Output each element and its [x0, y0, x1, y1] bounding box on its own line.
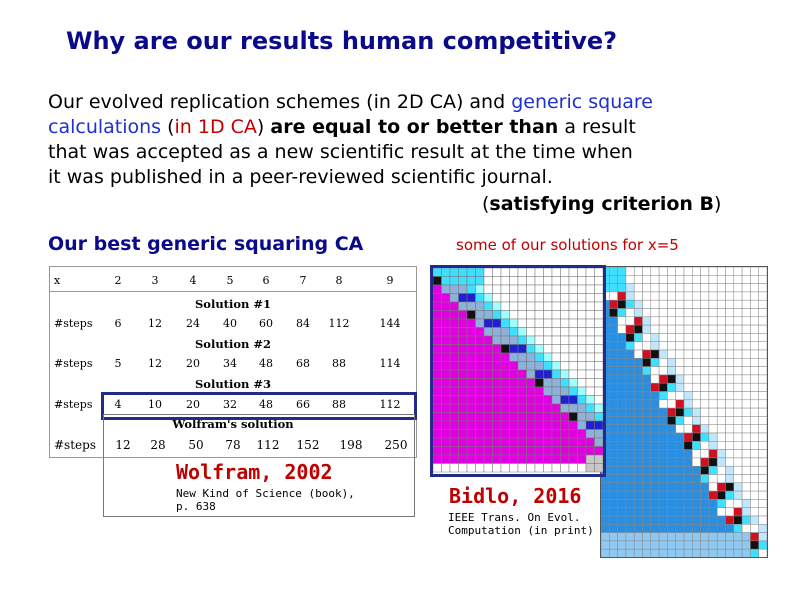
criterion-paren: )	[714, 193, 722, 215]
ca-grid-left	[433, 268, 603, 474]
para-text: Our evolved replication schemes (in 2D CA) and	[48, 91, 512, 113]
table-cell: 112	[379, 398, 401, 411]
table-cell: 114	[379, 357, 401, 370]
para-text: (	[161, 116, 175, 138]
table-cell: 12	[148, 357, 162, 370]
table-cell: 68	[296, 357, 310, 370]
table-cell: 112	[256, 438, 280, 452]
table-row	[50, 317, 416, 335]
table-cell: 50	[188, 438, 204, 452]
x-value: 5	[226, 274, 234, 287]
wolfram-ref-line: New Kind of Science (book),	[176, 487, 355, 500]
table-cell: 88	[332, 398, 346, 411]
x-value: 6	[262, 274, 270, 287]
table-cell: 48	[259, 398, 273, 411]
table-cell: 48	[259, 357, 273, 370]
table-cell: 250	[384, 438, 408, 452]
table-cell: 5	[114, 357, 122, 370]
solution-3-heading: Solution #3	[194, 377, 272, 391]
table-cell: 152	[296, 438, 320, 452]
left-heading: Our best generic squaring CA	[48, 233, 364, 255]
table-cell: 12	[115, 438, 131, 452]
para-highlight-blue: generic square	[511, 91, 653, 113]
para-bold: are equal to or better than	[270, 116, 559, 138]
para-line-4: it was published in a peer-reviewed scientific journal.	[48, 166, 553, 188]
table-cell: 20	[186, 357, 200, 370]
right-heading: some of our solutions for x=5	[456, 236, 679, 254]
para-line-2	[48, 115, 768, 140]
table-cell: 34	[223, 357, 237, 370]
table-divider	[50, 291, 416, 292]
wolfram-citation-title: Wolfram, 2002	[176, 460, 333, 484]
wolfram-citation-ref	[176, 487, 355, 513]
table-cell: 20	[186, 398, 200, 411]
intro-paragraph	[48, 90, 768, 190]
table-cell: 28	[150, 438, 166, 452]
ca-image-left	[430, 265, 606, 477]
table-cell: 12	[148, 317, 162, 330]
bidlo-citation-title: Bidlo, 2016	[449, 484, 582, 508]
bidlo-ref-line: IEEE Trans. On Evol.	[448, 511, 581, 524]
x-value: 4	[189, 274, 197, 287]
table-cell: 66	[296, 398, 310, 411]
wolfram-solution-heading: Wolfram's solution	[172, 417, 294, 431]
table-cell: 88	[332, 357, 346, 370]
table-cell: 40	[223, 317, 237, 330]
table-cell: 24	[186, 317, 200, 330]
steps-label: #steps	[54, 438, 96, 452]
criterion-label: satisfying criterion B	[489, 193, 715, 215]
para-line-3: that was accepted as a new scientific result at the time when	[48, 141, 633, 163]
x-label: x	[54, 274, 61, 287]
x-value: 3	[151, 274, 159, 287]
steps-label: #steps	[54, 398, 93, 411]
para-highlight-blue: calculations	[48, 116, 162, 138]
page-title: Why are our results human competitive?	[66, 27, 618, 55]
para-highlight-red: in 1D CA	[174, 116, 257, 138]
para-text: a result	[558, 116, 636, 138]
table-cell: 32	[223, 398, 237, 411]
criterion-paren: (	[482, 193, 490, 215]
ca-image-right	[600, 266, 768, 558]
table-header-row	[50, 274, 416, 292]
para-text: )	[256, 116, 271, 138]
table-cell: 112	[328, 317, 350, 330]
x-value: 9	[386, 274, 394, 287]
solution-1-heading: Solution #1	[194, 297, 272, 311]
table-cell: 84	[296, 317, 310, 330]
bidlo-citation-ref	[445, 510, 597, 538]
table-cell: 4	[114, 398, 122, 411]
para-line-1	[48, 90, 768, 115]
table-cell: 6	[114, 317, 122, 330]
criterion-note	[482, 193, 721, 215]
table-cell: 10	[148, 398, 162, 411]
table-cell: 198	[339, 438, 363, 452]
x-value: 8	[335, 274, 343, 287]
wolfram-ref-line: p. 638	[176, 500, 216, 513]
solution-2-heading: Solution #2	[194, 337, 272, 351]
table-row	[50, 357, 416, 375]
x-value: 7	[299, 274, 307, 287]
x-value: 2	[114, 274, 122, 287]
steps-label: #steps	[54, 357, 93, 370]
bidlo-ref-line: Computation (in print)	[448, 524, 594, 537]
table-cell: 144	[379, 317, 401, 330]
table-cell: 60	[259, 317, 273, 330]
steps-label: #steps	[54, 317, 93, 330]
table-cell: 78	[225, 438, 241, 452]
ca-grid-right	[601, 267, 767, 557]
